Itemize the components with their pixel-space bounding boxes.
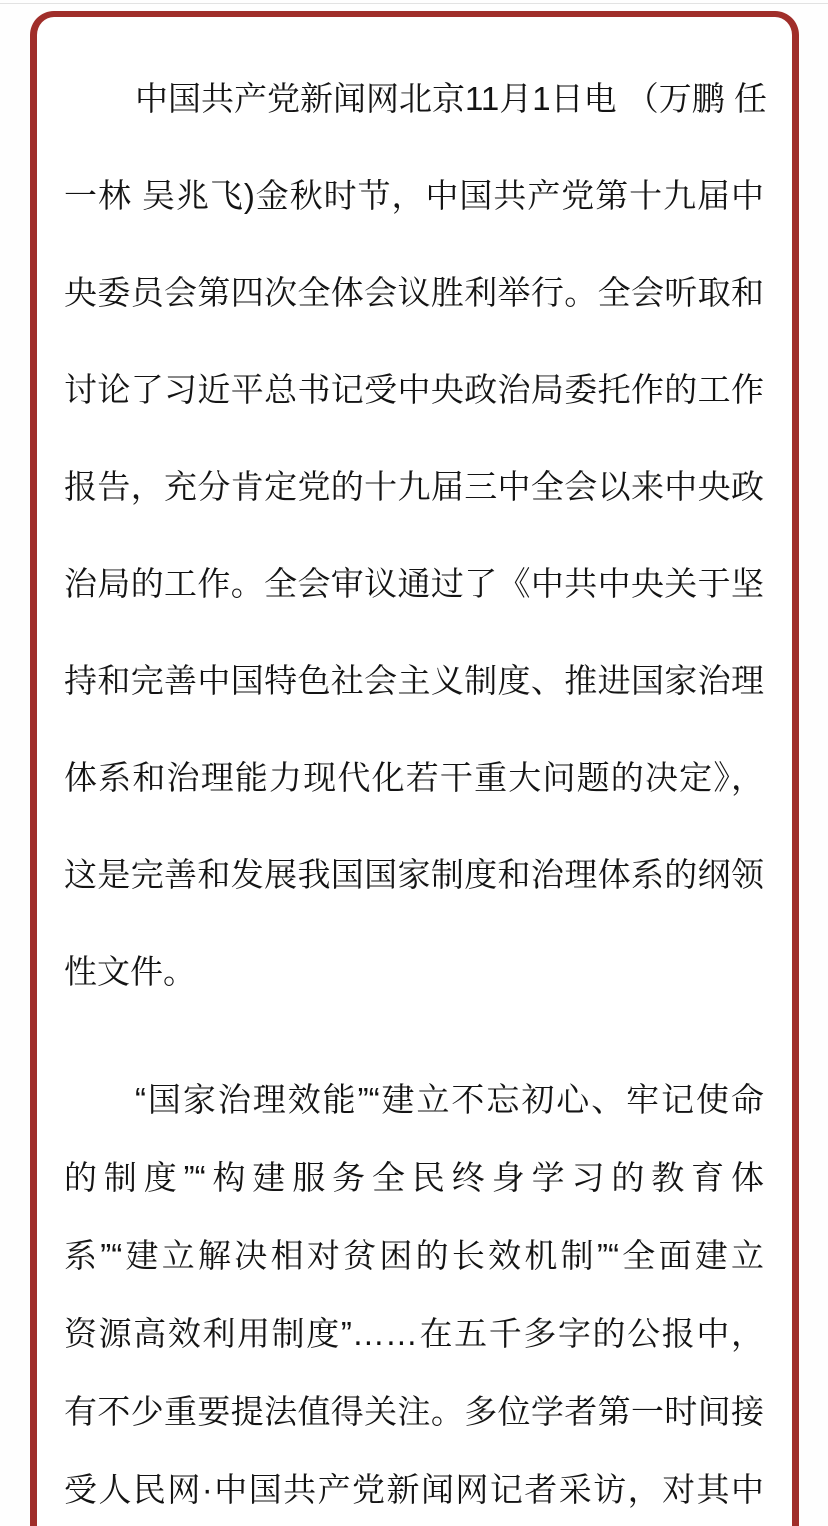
text-line: 治局的工作。全会审议通过了《中共中央关于坚 [64, 565, 764, 602]
text-line: 央委员会第四次全体会议胜利举行。全会听取和 [64, 274, 764, 311]
text-line: 这是完善和发展我国国家制度和治理体系的纲领 [64, 856, 764, 893]
text-line: 体系和治理能力现代化若干重大问题的决定》， [64, 759, 764, 796]
text-line: 中国共产党新闻网北京11月1日电 （万鹏 任 [135, 80, 767, 117]
text-line: 资源高效利用制度”……在五千多字的公报中， [64, 1315, 764, 1352]
text-line: 持和完善中国特色社会主义制度、推进国家治理 [64, 662, 764, 699]
paragraph-2 [64, 1061, 764, 1526]
text-line: 受人民网·中国共产党新闻网记者采访，对其中 [64, 1471, 764, 1508]
text-line: 讨论了习近平总书记受中央政治局委托作的工作 [64, 371, 764, 408]
text-line: 一林 吴兆飞)金秋时节，中国共产党第十九届中 [64, 177, 764, 214]
text-line: 有不少重要提法值得关注。多位学者第一时间接 [64, 1393, 764, 1430]
text-line: “国家治理效能”“建立不忘初心、牢记使命 [135, 1081, 764, 1118]
article-body [64, 50, 767, 1526]
text-line: 性文件。 [64, 953, 196, 990]
text-line: 系”“建立解决相对贫困的长效机制”“全面建立 [64, 1237, 764, 1274]
top-divider [0, 3, 828, 4]
text-line: 的制度”“构建服务全民终身学习的教育体 [64, 1159, 764, 1196]
text-line: 报告，充分肯定党的十九届三中全会以来中央政 [64, 468, 764, 505]
paragraph-1 [64, 50, 767, 1020]
